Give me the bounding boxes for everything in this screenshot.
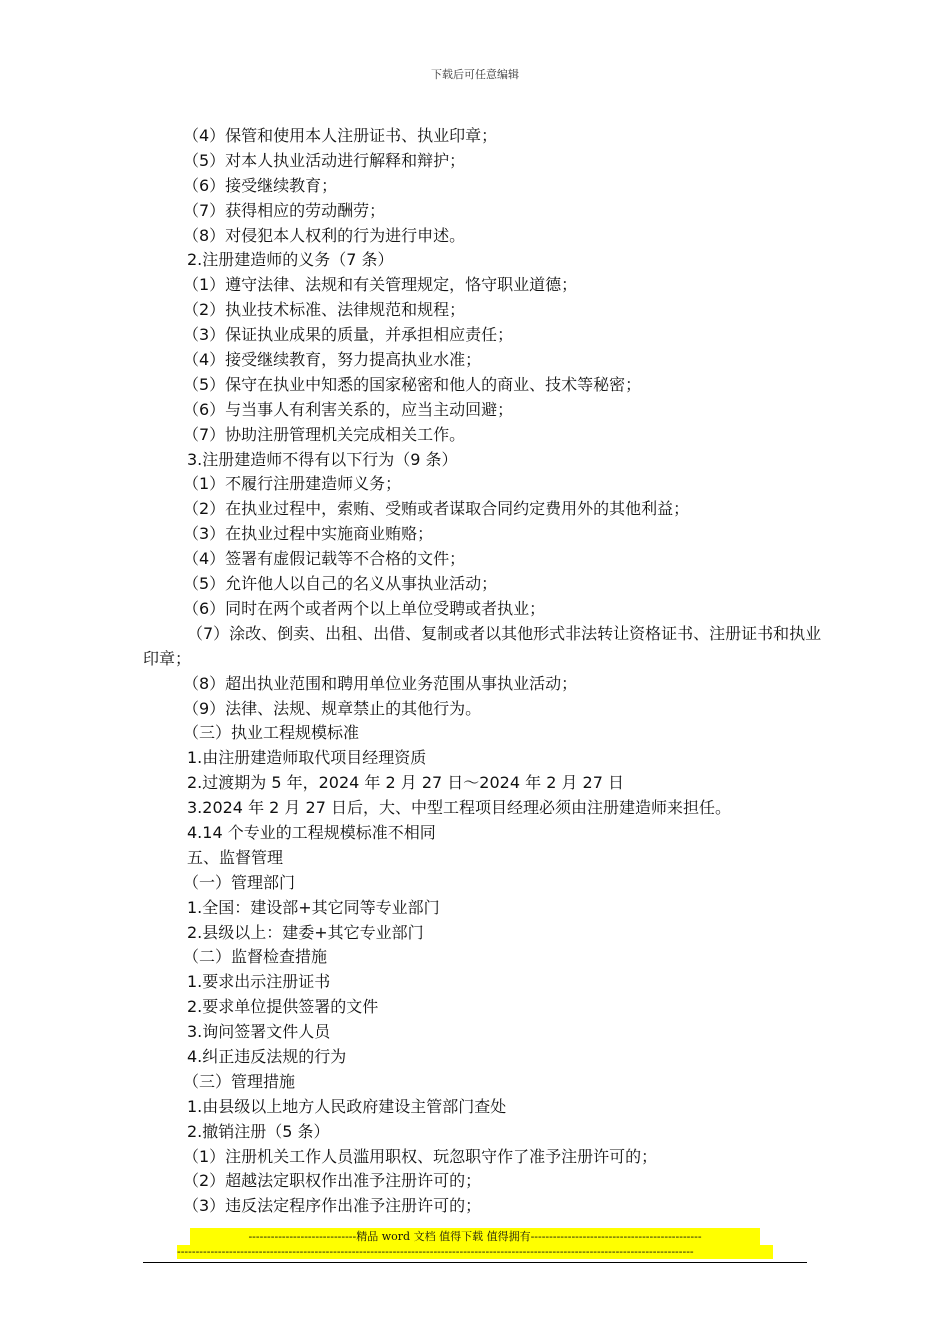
list-item: （6）与当事人有利害关系的，应当主动回避； [183, 399, 514, 419]
subsection-heading: （一）管理部门 [183, 872, 296, 892]
list-item: 2.撤销注册（5 条） [187, 1121, 330, 1141]
list-item: （2）执业技术标准、法律规范和规程； [183, 300, 466, 320]
list-item: （4）接受继续教育，努力提高执业水准； [183, 350, 482, 370]
section-heading: 2.注册建造师的义务（7 条） [187, 250, 394, 270]
list-item: （3）违反法定程序作出准予注册许可的； [183, 1196, 482, 1216]
list-item: 4.14 个专业的工程规模标准不相同 [187, 822, 436, 842]
section-heading: 3.注册建造师不得有以下行为（9 条） [187, 449, 458, 469]
list-item: （2）在执业过程中，索贿、受贿或者谋取合同约定费用外的其他利益； [183, 499, 690, 519]
list-item: 1.要求出示注册证书 [187, 972, 331, 992]
list-item: 4.纠正违反法规的行为 [187, 1046, 347, 1066]
list-item: 2.过渡期为 5 年，2024 年 2 月 27 日～2024 年 2 月 27 日 [187, 773, 624, 793]
list-item: （4）签署有虚假记载等不合格的文件； [183, 549, 466, 569]
list-item: （7）获得相应的劳动酬劳； [183, 200, 386, 220]
list-item: （2）超越法定职权作出准予注册许可的； [183, 1171, 482, 1191]
list-item: （5）对本人执业活动进行解释和辩护； [183, 150, 466, 170]
list-item: 2.要求单位提供签署的文件 [187, 997, 379, 1017]
list-item: （8）超出执业范围和聘用单位业务范围从事执业活动； [183, 673, 578, 693]
list-item: （4）保管和使用本人注册证书、执业印章； [183, 126, 498, 145]
list-item: （1）注册机关工作人员滥用职权、玩忽职守作了准予注册许可的； [183, 1146, 658, 1166]
list-item: （8）对侵犯本人权利的行为进行申述。 [183, 225, 466, 245]
list-item: 1.全国：建设部+其它同等专业部门 [187, 897, 440, 917]
footer-divider [143, 1262, 807, 1263]
list-item: 1.由注册建造师取代项目经理资质 [187, 748, 427, 768]
list-item: 1.由县级以上地方人民政府建设主管部门查处 [187, 1096, 507, 1116]
list-item: 2.县级以上：建委+其它专业部门 [187, 922, 424, 942]
subsection-heading: （三）执业工程规模标准 [183, 723, 360, 743]
list-item: （7）协助注册管理机关完成相关工作。 [183, 424, 466, 444]
list-item: （7）涂改、倒卖、出租、出借、复制或者以其他形式非法转让资格证书、注册证书和执业印章； [143, 623, 822, 668]
footer-banner-line: -----------------------------精品 word 文档 值得下载 值得拥有---------------------------------------------- [190, 1228, 760, 1245]
list-item: （9）法律、法规、规章禁止的其他行为。 [183, 698, 482, 718]
subsection-heading: （二）监督检查措施 [183, 947, 328, 967]
list-item: （3）在执业过程中实施商业贿赂； [183, 524, 434, 544]
list-item: （3）保证执业成果的质量，并承担相应责任； [183, 325, 514, 345]
footer-banner-line: ------------------------------------------------------------------------------------------------------------------------------------------- [177, 1245, 773, 1259]
list-item: （5）保守在执业中知悉的国家秘密和他人的商业、技术等秘密； [183, 374, 642, 394]
list-item: （1）不履行注册建造师义务； [183, 474, 402, 494]
list-item: 3.询问签署文件人员 [187, 1022, 331, 1042]
document-body [143, 124, 823, 1219]
list-item: 3.2024 年 2 月 27 日后，大、中型工程项目经理必须由注册建造师来担任。 [187, 798, 731, 818]
list-item: （6）同时在两个或者两个以上单位受聘或者执业； [183, 598, 546, 618]
list-item: （6）接受继续教育； [183, 175, 338, 195]
subsection-heading: （三）管理措施 [183, 1071, 296, 1091]
list-item: （1）遵守法律、法规和有关管理规定，恪守职业道德； [183, 275, 578, 295]
section-heading: 五、监督管理 [187, 847, 284, 867]
page-header: 下载后可任意编辑 [431, 68, 519, 81]
list-item: （5）允许他人以自己的名义从事执业活动； [183, 574, 498, 594]
